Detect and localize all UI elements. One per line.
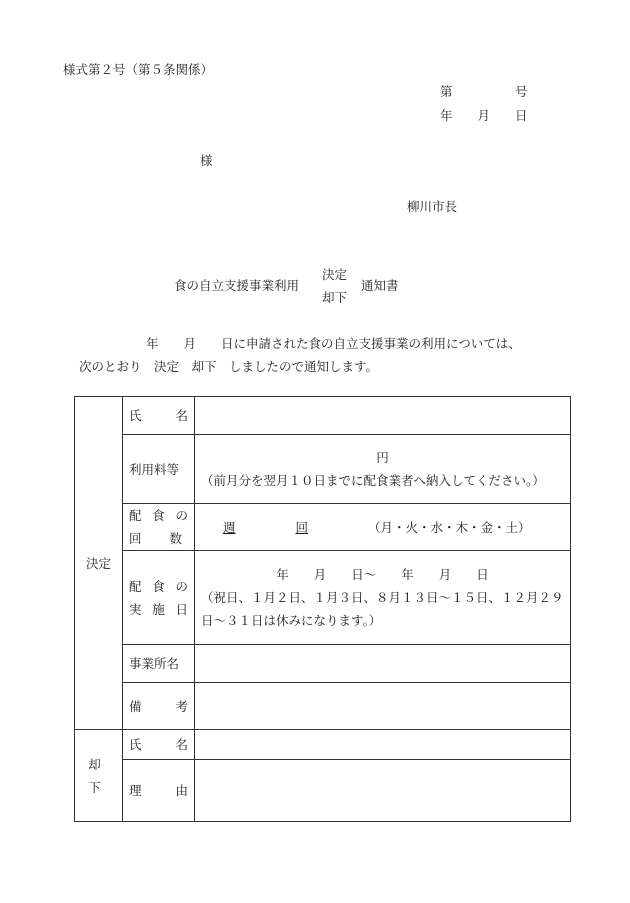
group-rejected-label: 却下: [75, 730, 123, 822]
intro-line-1: 年 月 日に申請された食の自立支援事業の利用については、: [146, 336, 521, 351]
meal-period-value-cell[interactable]: [195, 551, 571, 645]
table-row: [75, 760, 571, 822]
meal-period-range: 年 月 日～ 年 月 日: [276, 567, 489, 582]
reason-label: 理 由: [123, 760, 195, 822]
title-option-decided: 決定: [322, 267, 348, 282]
office-name-label: 事業所名: [123, 645, 195, 683]
reject-name-label: 氏 名: [123, 730, 195, 760]
table-row: [75, 645, 571, 683]
form-number-label: 様式第２号（第５条関係）: [63, 62, 214, 77]
table-row: [75, 397, 571, 435]
document-date-line: 年 月 日: [440, 108, 528, 123]
remarks-label: 備 考: [123, 683, 195, 730]
fee-value-cell[interactable]: [195, 435, 571, 504]
group-decided-label: 決定: [75, 397, 123, 730]
table-row: [75, 551, 571, 645]
fee-label: 利用料等: [123, 435, 195, 504]
document-number-line: 第 号: [440, 84, 528, 99]
remarks-value-cell[interactable]: [195, 683, 571, 730]
meal-count-week: 週 回: [223, 519, 309, 535]
reject-name-value-cell[interactable]: [195, 730, 571, 760]
decision-table: [74, 396, 571, 822]
title-option-rejected: 却下: [322, 290, 348, 305]
meal-count-value-cell[interactable]: [195, 504, 571, 551]
issuer-name: 柳川市長: [407, 199, 458, 214]
office-name-value-cell[interactable]: [195, 645, 571, 683]
name-value-cell[interactable]: [195, 397, 571, 435]
table-row: [75, 730, 571, 760]
reason-value-cell[interactable]: [195, 760, 571, 822]
intro-line-2: 次のとおり 決定 却下 しましたので通知します。: [79, 359, 379, 374]
table-row: [75, 504, 571, 551]
recipient-suffix: 様: [200, 153, 213, 168]
table-row: [75, 683, 571, 730]
table-row: [75, 435, 571, 504]
meal-period-note: （祝日、１月２日、１月３日、８月１３日～１５日、１２月２９日～３１日は休みになります。）: [201, 590, 564, 628]
title-suffix: 通知書: [361, 278, 399, 293]
name-label: 氏 名: [123, 397, 195, 435]
meal-count-label: 配 食 の 回 数: [123, 504, 195, 551]
fee-unit: 円: [376, 450, 389, 465]
fee-note: （前月分を翌月１０日までに配食業者へ納入してください。）: [201, 473, 545, 488]
meal-period-label: 配 食 の 実 施 日: [123, 551, 195, 645]
meal-count-days: （月・火・水・木・金・土）: [368, 519, 531, 535]
title-main: 食の自立支援事業利用: [174, 278, 300, 293]
